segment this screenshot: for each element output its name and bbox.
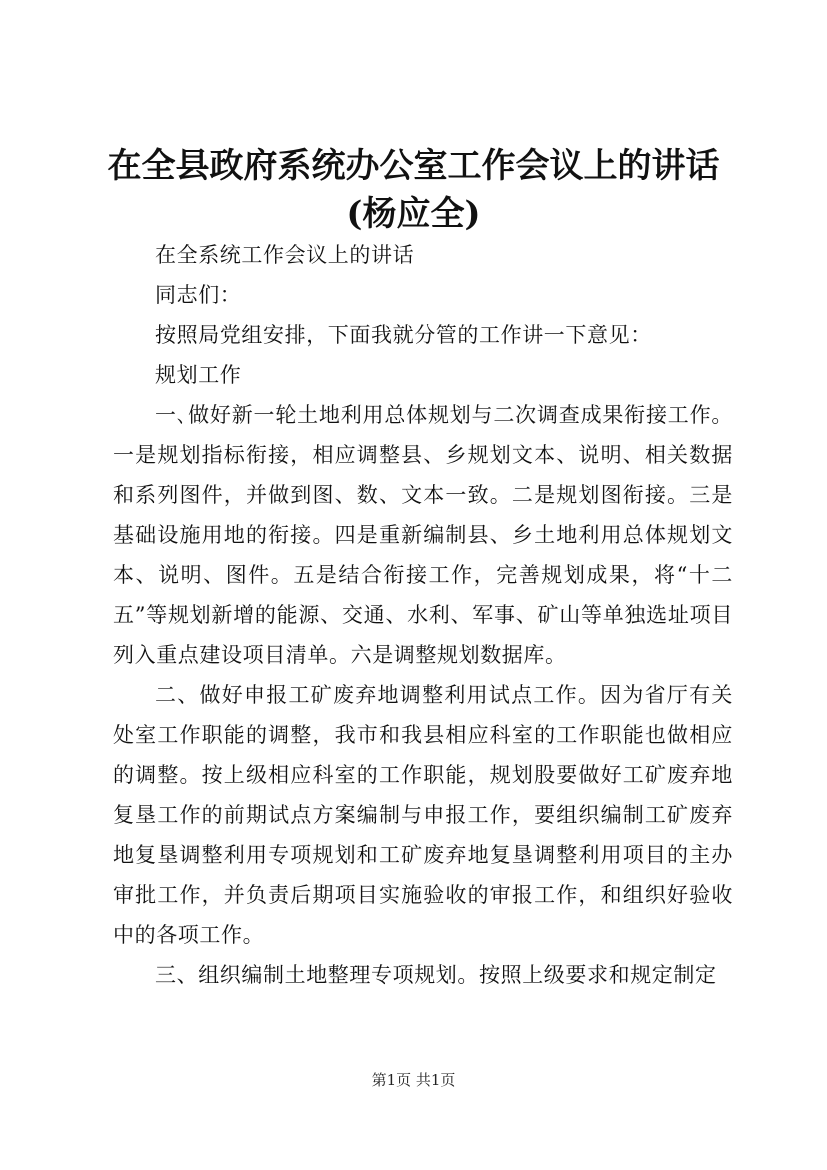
paragraph-speech-heading: 在全系统工作会议上的讲话: [155, 243, 415, 267]
paragraph-item-3: 三、组织编制土地整理专项规划。按照上级要求和规定制定: [155, 963, 717, 987]
paragraph-item-1: 一､做好新一轮土地利用总体规划与二次调查成果衔接工作。一是规划指标衔接，相应调整县、乡规划文本、说明、相关数据和系列图件，并做到图、数、文本一致。二是规划图衔接。三是基础设施用地的衔接。四是重新编制县、乡土地利用总体规划文本、说明、图件。五是结合衔接工作，完善规划成果，将“十二五”等规划新增的能源、交通、水利、军事、矿山等单独选址项目列入重点建设项目清单。六是调整规划数据库。: [113, 403, 733, 667]
document-body: [113, 235, 733, 995]
paragraph-salutation: 同志们：: [155, 283, 242, 307]
page-number-footer: 第1页 共1页: [371, 1071, 456, 1089]
paragraph-item-2: 二、做好申报工矿废弃地调整利用试点工作。因为省厅有关处室工作职能的调整，我市和我县相应科室的工作职能也做相应的调整。按上级相应科室的工作职能，规划股要做好工矿废弃地复垦工作的前期试点方案编制与申报工作，要组织编制工矿废弃地复垦调整利用专项规划和工矿废弃地复垦调整利用项目的主办审批工作，并负责后期项目实施验收的审报工作，和组织好验收中的各项工作。: [113, 683, 733, 947]
paragraph-section-heading: 规划工作: [155, 363, 242, 387]
document-title: 在全县政府系统办公室工作会议上的讲话(杨应全): [107, 146, 720, 234]
paragraph-intro: 按照局党组安排，下面我就分管的工作讲一下意见：: [155, 323, 652, 347]
